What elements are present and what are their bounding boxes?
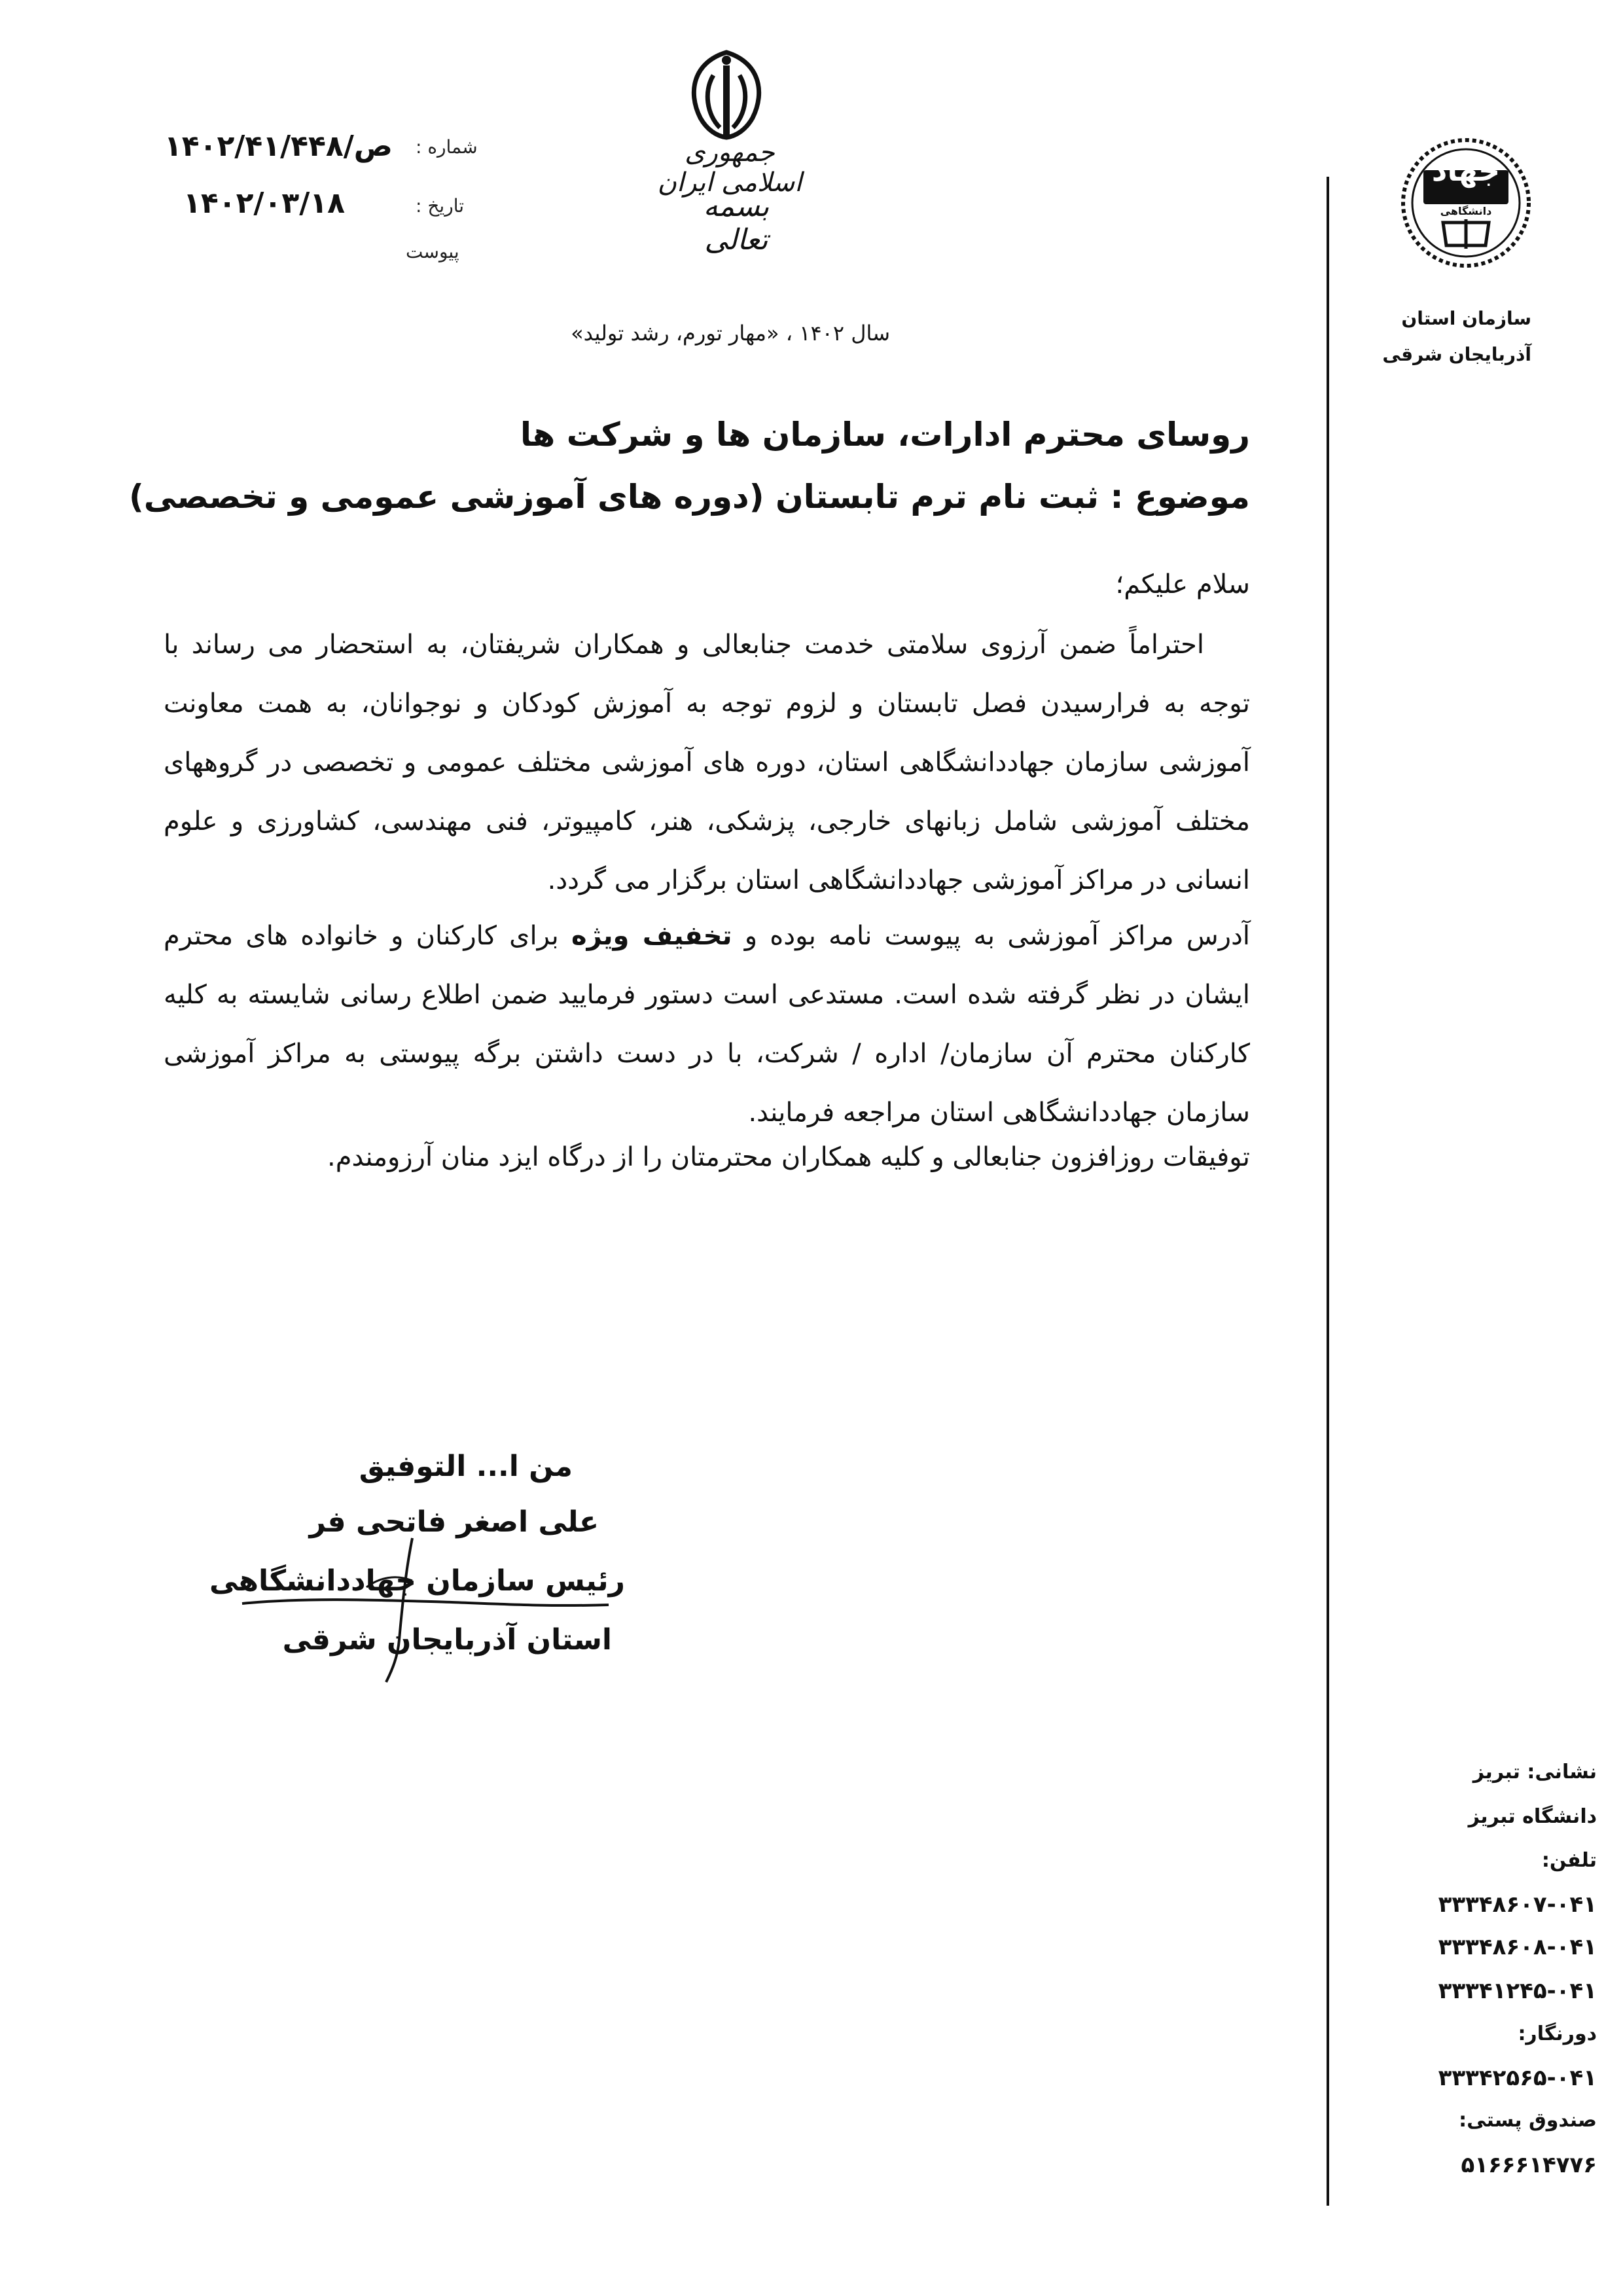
special-discount: تخفیف ویژه	[571, 921, 732, 951]
phone-label: تلفن:	[1541, 1849, 1597, 1872]
number-label: شماره :	[416, 136, 478, 158]
pobox-label: صندوق پستی:	[1459, 2109, 1597, 2132]
date-value: ۱۴۰۲/۰۳/۱۸	[183, 187, 345, 220]
org-line1: سازمان استان	[1401, 308, 1531, 329]
year-motto: سال ۱۴۰۲ ، «مهار تورم، رشد تولید»	[571, 321, 890, 346]
greeting: سلام علیکم؛	[1115, 569, 1250, 600]
date-label: تاریخ :	[416, 195, 465, 217]
paragraph-2-text-end: برای کارکنان و خانواده های محترم ایشان در نظر گرفته شده است. مستدعی است دستور فرمایید ضمن اطلاع رسانی شایسته به کلیه کارکنان محترم آن سازمان/ اداره / شرکت، با در دست داشتن برگه پیوستی به مراکز آموزشی سازمان جهاددانشگاهی استان مراجعه فرمایند.	[164, 921, 1250, 1128]
number-value: ۱۴۰۲/۴۱/۴۴۸/ص	[164, 130, 393, 163]
sidebar-divider	[1327, 177, 1329, 2206]
iran-emblem-icon	[681, 46, 772, 144]
org-line2: آذربایجان شرقی	[1382, 344, 1531, 365]
logo-text: جهاد	[1431, 152, 1501, 188]
paragraph-2-text-start: آدرس مراکز آموزشی به پیوست نامه بوده و	[732, 921, 1251, 951]
logo-subtext: دانشگاهی	[1440, 205, 1492, 217]
closing: توفیقات روزافزون جنابعالی و کلیه همکاران محترمتان را از درگاه ایزد منان آرزومندم.	[327, 1142, 1250, 1172]
republic-title: جمهوری اسلامی ایران	[657, 137, 802, 198]
attachment-label: پیوست	[406, 241, 459, 262]
signer-name: علی اصغر فاتحی فر	[309, 1505, 599, 1539]
signer-province: استان آذربایجان شرقی	[282, 1623, 612, 1657]
address-value: دانشگاه تبریز	[1468, 1805, 1597, 1828]
addressee: روسای محترم ادارات، سازمان ها و شرکت ها	[520, 416, 1250, 454]
paragraph-1	[164, 615, 1250, 910]
subject: موضوع : ثبت نام ترم تابستان (دوره های آموزشی عمومی و تخصصی)	[128, 478, 1250, 516]
signature-salutation: من ا... التوفیق	[359, 1450, 573, 1483]
fax-label: دورنگار:	[1518, 2022, 1597, 2045]
paragraph-2	[164, 906, 1250, 1142]
phone-number-1: ۳۳۳۴۸۶۰۷-۰۴۱	[1438, 1892, 1597, 1918]
phone-number-2: ۳۳۳۴۸۶۰۸-۰۴۱	[1438, 1934, 1597, 1960]
handwritten-signature	[216, 1525, 635, 1689]
signer-title: رئیس سازمان جهاددانشگاهی	[209, 1564, 625, 1598]
paragraph-1-text: احتراماً ضمن آرزوی سلامتی خدمت جنابعالی و همکاران شریفتان، به استحضار می رساند با توجه به فرارسیدن فصل تابستان و لزوم توجه به آموزش کودکان و نوجوانان، به همت معاونت آموزشی سازمان جهاددانشگاهی استان، دوره های آموزشی مختلف عمومی و تخصصی در گروههای مختلف آموزشی شامل زبانهای خارجی، پزشکی، هنر، کامپیوتر، فنی مهندسی، کشاورزی و علوم انسانی در مراکز آموزشی جهاددانشگاهی استان برگزار می گردد.	[164, 630, 1250, 895]
bismillah: بسمه تعالی	[703, 190, 770, 257]
phone-number-3: ۳۳۳۴۱۲۴۵-۰۴۱	[1438, 1978, 1597, 2004]
pobox-number: ۵۱۶۶۶۱۴۷۷۶	[1461, 2152, 1597, 2178]
address-label: نشانی: تبریز	[1472, 1761, 1597, 1784]
fax-number: ۳۳۳۴۲۵۶۵-۰۴۱	[1438, 2065, 1597, 2091]
